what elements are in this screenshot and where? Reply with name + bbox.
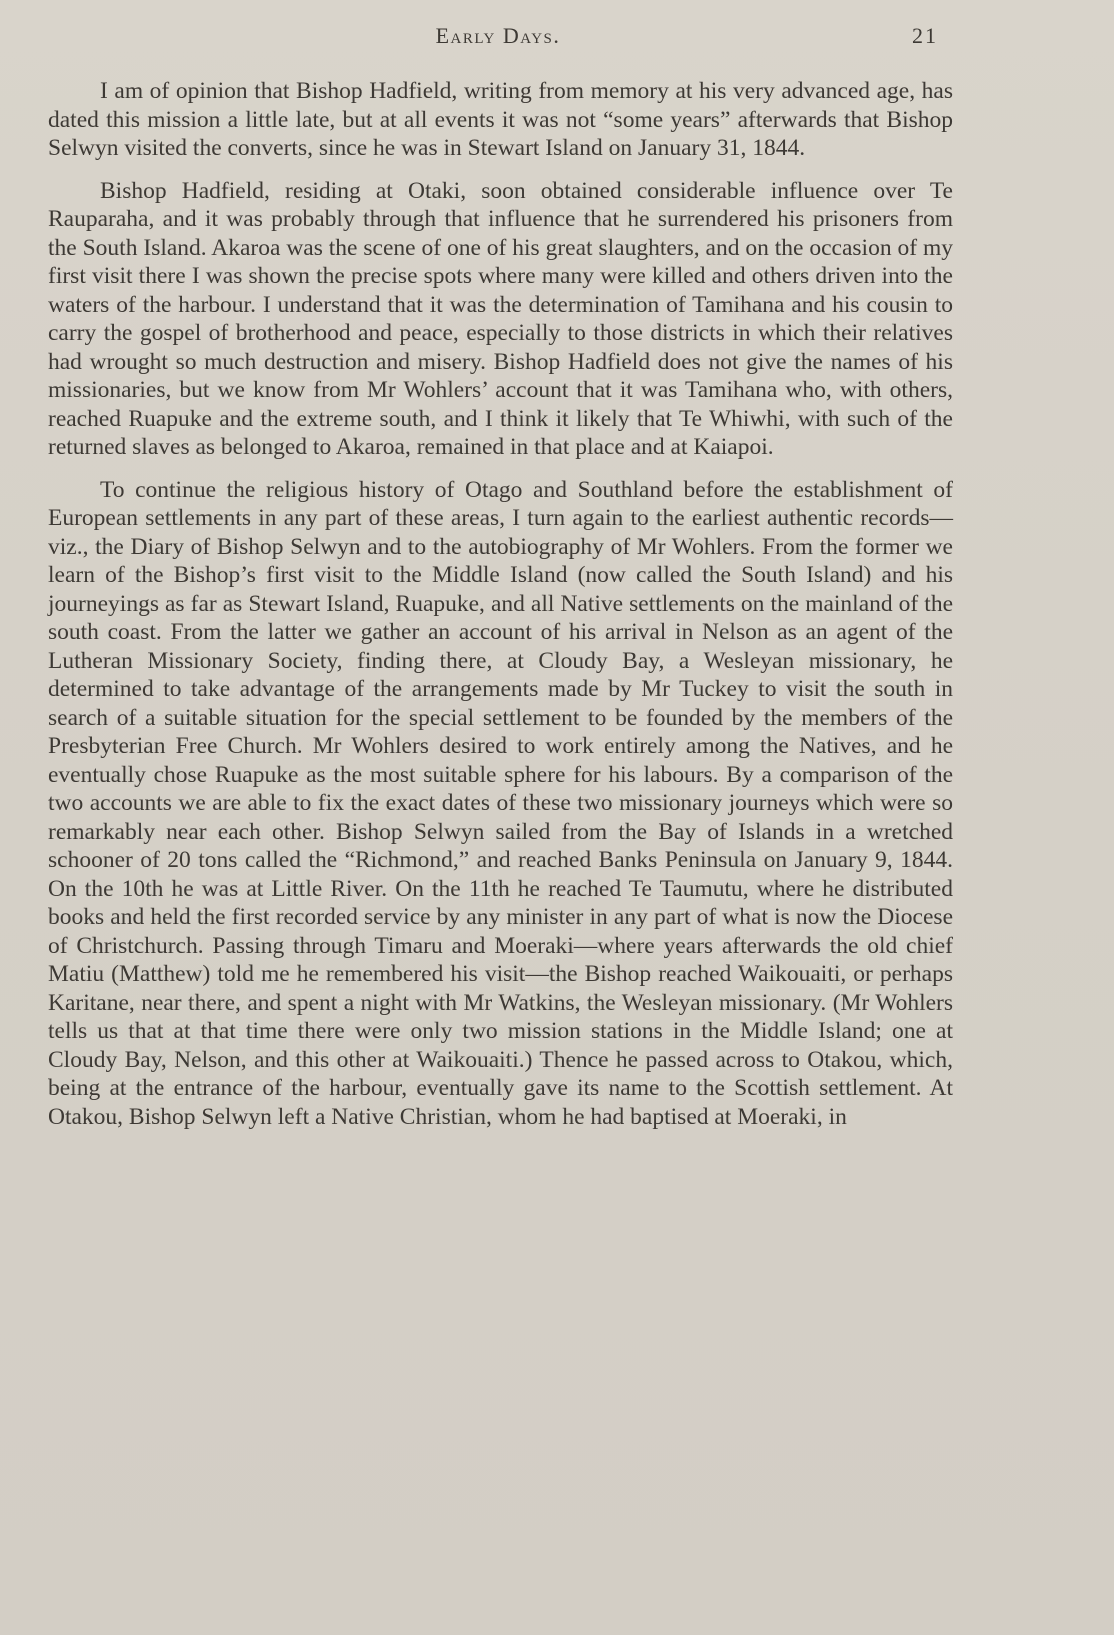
running-title: Early Days. — [435, 23, 561, 48]
page-number: 21 — [912, 23, 938, 48]
paragraph-3: To continue the religious history of Otago and Southland before the establishment of European settlements in any part of these areas, I turn again to the earliest authentic records—viz., the Diary of Bishop Selwyn and to the autobiography of Mr Wohlers. From the former we learn of the Bishop’s first visit to the Middle Island (now called the South Island) and his journeyings as far as Stewart Island, Ruapuke, and all Native settlements on the mainland of the south coast. From the latter we gather an account of his arrival in Nelson as an agent of the Lutheran Missionary Society, finding there, at Cloudy Bay, a Wesleyan missionary, he determined to take advantage of the arrangements made by Mr Tuckey to visit the south in search of a suitable situation for the special settlement to be founded by the members of the Presbyterian Free Church. Mr Wohlers desired to work entirely among the Natives, and he eventually chose Ruapuke as the most suitable sphere for his labours. By a comparison of the two accounts we are able to fix the exact dates of these two missionary journeys which were so remarkably near each other. Bishop Selwyn sailed from the Bay of Islands in a wretched schooner of 20 tons called the “Richmond,” and reached Banks Peninsula on January 9, 1844. On the 10th he was at Little River. On the 11th he reached Te Taumutu, where he distributed books and held the first recorded service by any minister in any part of what is now the Diocese of Christchurch. Passing through Timaru and Moeraki—where years afterwards the old chief Matiu (Matthew) told me he remembered his visit—the Bishop reached Waikouaiti, or perhaps Karitane, near there, and spent a night with Mr Watkins, the Wesleyan missionary. (Mr Wohlers tells us that at that time there were only two mission stations in the Middle Island; one at Cloudy Bay, Nelson, and this other at Waikouaiti.) Thence he passed across to Otakou, which, being at the entrance of the harbour, eventually gave its name to the Scottish settlement. At Otakou, Bishop Selwyn left a Native Christian, whom he had baptised at Moeraki, in — [48, 476, 953, 1130]
paragraph-1: I am of opinion that Bishop Hadfield, writing from memory at his very advanced age, has dated this mission a little late, but at all events it was not “some years” afterwards that Bishop Selwyn visited the converts, since he was in Stewart Island on January 31, 1844. — [48, 78, 953, 161]
running-head — [48, 20, 948, 52]
body-text — [48, 77, 953, 1143]
paragraph-2: Bishop Hadfield, residing at Otaki, soon obtained considerable influence over Te Rauparaha, and it was probably through that influence that he surrendered his prisoners from the South Island. Akaroa was the scene of one of his great slaughters, and on the occasion of my first visit there I was shown the precise spots where many were killed and others driven into the waters of the harbour. I understand that it was the determination of Tamihana and his cousin to carry the gospel of brotherhood and peace, especially to those districts in which their relatives had wrought so much destruction and misery. Bishop Hadfield does not give the names of his missionaries, but we know from Mr Wohlers’ account that it was Tamihana who, with others, reached Ruapuke and the extreme south, and I think it likely that Te Whiwhi, with such of the returned slaves as belonged to Akaroa, remained in that place and at Kaiapoi. — [48, 177, 953, 460]
